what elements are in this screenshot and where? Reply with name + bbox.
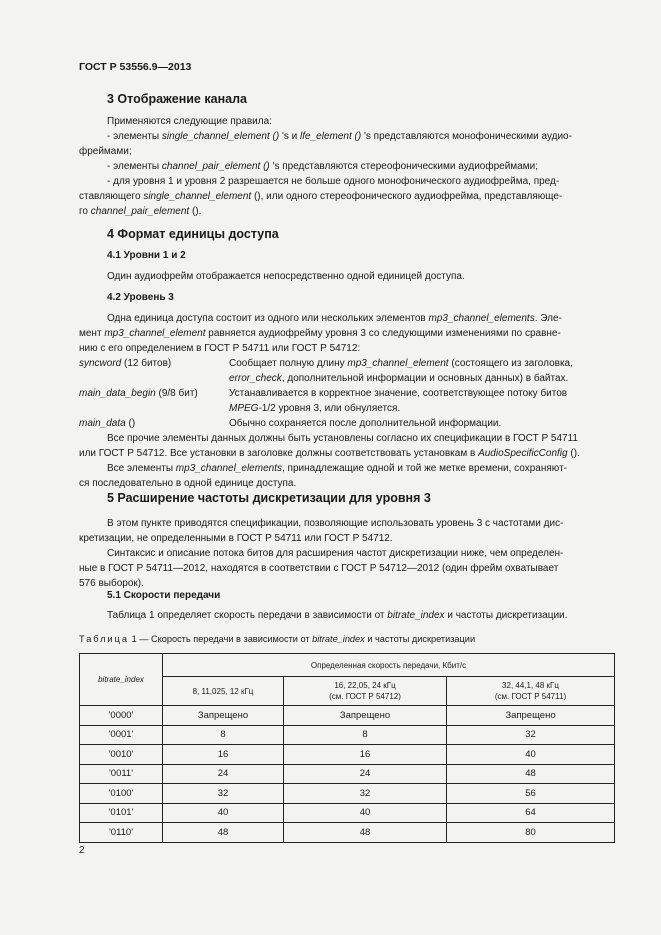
table-row — [80, 823, 615, 843]
definition-text-syncword-2: error_check, дополнительной информации и основных данных) в байтах. — [229, 373, 569, 384]
table-cell: Запрещено — [284, 706, 447, 726]
table-cell: 32 — [447, 725, 615, 745]
table-cell: '0000' — [80, 706, 163, 726]
subsection-4-1-text: Один аудиофрейм отображается непосредственно одной единицей доступа. — [107, 271, 465, 282]
section-5-line-5: 576 выборок). — [79, 578, 144, 589]
subsection-4-2-line-6: Все элементы mp3_channel_elements, принадлежащие одной и той же метке времени, сохраняют- — [107, 463, 567, 474]
subsection-4-2-title: 4.2 Уровень 3 — [107, 292, 174, 303]
table-cell: 80 — [447, 823, 615, 843]
table-cell: 48 — [163, 823, 284, 843]
table-cell: 48 — [284, 823, 447, 843]
table-header-col-1: 8, 11,025, 12 кГц — [163, 677, 284, 706]
table-cell: 40 — [284, 803, 447, 823]
table-row — [80, 784, 615, 804]
table-header-group: Определенная скорость передачи, Кбит/с — [163, 654, 615, 677]
document-code: ГОСТ Р 53556.9—2013 — [79, 61, 192, 73]
subsection-4-2-line-1: Одна единица доступа состоит из одного или нескольких элементов mp3_channel_elements. Эле- — [107, 313, 562, 324]
table-cell: 24 — [284, 764, 447, 784]
section-4-title: 4 Формат единицы доступа — [107, 227, 279, 241]
table-cell: '0100' — [80, 784, 163, 804]
table-cell: '0101' — [80, 803, 163, 823]
subsection-4-1-title: 4.1 Уровни 1 и 2 — [107, 250, 186, 261]
table-cell: 24 — [163, 764, 284, 784]
table-cell: 16 — [284, 745, 447, 765]
table-cell: 48 — [447, 764, 615, 784]
table-cell: 40 — [163, 803, 284, 823]
section-3-line-3: фреймами; — [79, 146, 132, 157]
table-row — [80, 764, 615, 784]
subsection-4-2-line-3: нию с его определением в ГОСТ Р 54711 или ГОСТ Р 54712: — [79, 343, 361, 354]
definition-text-syncword-1: Сообщает полную длину mp3_channel_element (состоящего из заголовка, — [229, 358, 573, 369]
section-5-line-4: ные в ГОСТ Р 54711—2012, находятся в соответствии с ГОСТ Р 54712—2012 (один фрейм охватывает — [79, 563, 559, 574]
subsection-5-1-title: 5.1 Скорости передачи — [107, 590, 221, 601]
subsection-5-1-text: Таблица 1 определяет скорость передачи в зависимости от bitrate_index и частоты дискретизации. — [107, 610, 568, 621]
section-3-line-1: Применяются следующие правила: — [107, 116, 272, 127]
table-cell: 64 — [447, 803, 615, 823]
table-cell: 16 — [163, 745, 284, 765]
table-row — [80, 725, 615, 745]
table-cell: 32 — [163, 784, 284, 804]
section-3-line-7: го channel_pair_element (). — [79, 206, 202, 217]
subsection-4-2-line-2: мент mp3_channel_element равняется аудиофрейму уровня 3 со следующими изменениями по сравне- — [79, 328, 561, 339]
table-cell: '0110' — [80, 823, 163, 843]
table-cell: Запрещено — [447, 706, 615, 726]
page-number: 2 — [79, 845, 85, 856]
table-cell: '0001' — [80, 725, 163, 745]
table-cell: 32 — [284, 784, 447, 804]
table-header-bitrate-index: bitrate_index — [80, 654, 163, 706]
table-row — [80, 745, 615, 765]
table-caption: Таблица 1 — Скорость передачи в зависимости от bitrate_index и частоты дискретизации — [79, 634, 476, 644]
table-cell: '0011' — [80, 764, 163, 784]
section-5-title: 5 Расширение частоты дискретизации для уровня 3 — [107, 491, 431, 505]
section-5-line-2: кретизации, не определенными в ГОСТ Р 54711 или ГОСТ Р 54712. — [79, 533, 393, 544]
table-header-col-3: 32, 44,1, 48 кГц (см. ГОСТ Р 54711) — [447, 677, 615, 706]
subsection-4-2-line-4: Все прочие элементы данных должны быть установлены согласно их спецификации в ГОСТ Р 54711 — [107, 433, 578, 444]
section-5-line-3: Синтаксис и описание потока битов для расширения частот дискретизации ниже, чем определен- — [107, 548, 564, 559]
section-5-line-1: В этом пункте приводятся спецификации, позволяющие использовать уровень 3 с частотами дис- — [107, 518, 564, 529]
definition-term-main-data: main_data () — [79, 418, 136, 429]
table-header-col-2: 16, 22,05, 24 кГц (см. ГОСТ Р 54712) — [284, 677, 447, 706]
table-cell: 8 — [163, 725, 284, 745]
subsection-4-2-line-5: или ГОСТ Р 54712. Все установки в заголовке должны соответствовать установкам в AudioSpecificConfig (). — [79, 448, 580, 459]
table-cell: Запрещено — [163, 706, 284, 726]
definition-text-main-data-begin-1: Устанавливается в корректное значение, соответствующее потоку битов — [229, 388, 568, 399]
definition-text-main-data: Обычно сохраняется после дополнительной информации. — [229, 418, 502, 429]
section-3-line-5: - для уровня 1 и уровня 2 разрешается не больше одного монофонического аудиофрейма, пред- — [107, 176, 560, 187]
section-3-line-4: - элементы channel_pair_element () 's представляются стереофоническими аудиофреймами; — [107, 161, 538, 172]
bitrate-table — [79, 653, 615, 843]
table-cell: 40 — [447, 745, 615, 765]
table-cell: '0010' — [80, 745, 163, 765]
section-3-line-6: ставляющего single_channel_element (), или одного стереофонического аудиофрейма, представляюще- — [79, 191, 563, 202]
subsection-4-2-line-7: ся последовательно в одной единице доступа. — [79, 478, 297, 489]
section-3-line-2: - элементы single_channel_element () 's и lfe_element () 's представляются монофоническими аудио- — [107, 131, 572, 142]
definition-term-main-data-begin: main_data_begin (9/8 бит) — [79, 388, 198, 399]
definition-term-syncword: syncword (12 битов) — [79, 358, 172, 369]
section-3-title: 3 Отображение канала — [107, 92, 247, 106]
table-row — [80, 706, 615, 726]
definition-text-main-data-begin-2: MPEG-1/2 уровня 3, или обнуляется. — [229, 403, 401, 414]
table-cell: 8 — [284, 725, 447, 745]
table-row — [80, 803, 615, 823]
table-cell: 56 — [447, 784, 615, 804]
